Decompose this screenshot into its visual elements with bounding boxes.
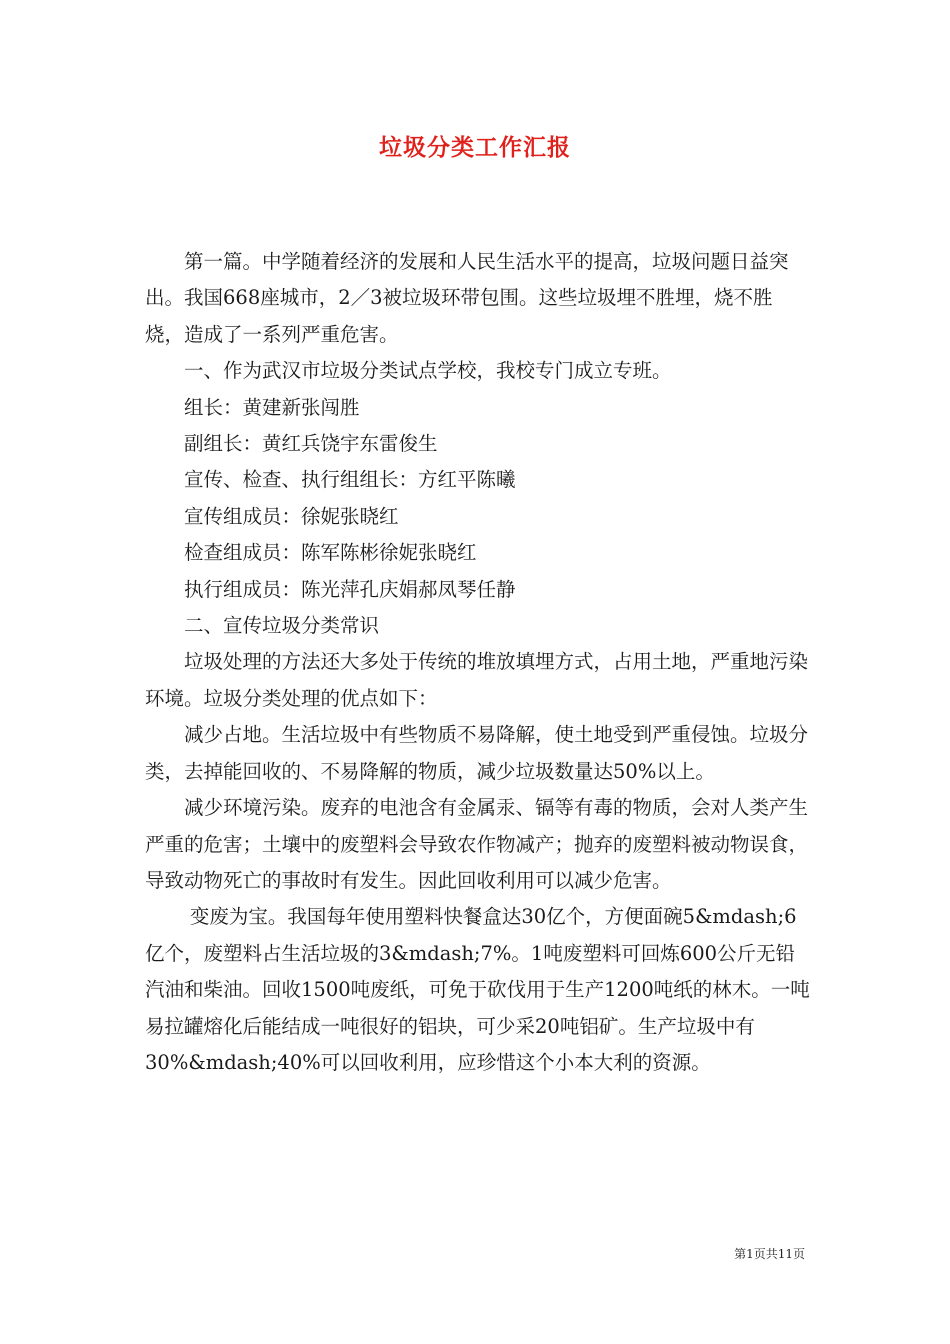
paragraph-reduce-pollution: 减少环境污染。废弃的电池含有金属汞、镉等有毒的物质，会对人类产生严重的危害；土壤中的废塑料会导致农作物减产；抛弃的废塑料被动物误食，导致动物死亡的事故时有发生。因此回收利用可以减少危害。	[145, 796, 809, 892]
paragraph-intro: 第一篇。中学随着经济的发展和人民生活水平的提高，垃圾问题日益突出。我国668座城市，2／3被垃圾环带包围。这些垃圾埋不胜埋，烧不胜烧，造成了一系列严重危害。	[145, 250, 789, 346]
paragraph-execution-members: 执行组成员：陈光萍孔庆娟郝凤琴任静	[184, 577, 516, 601]
paragraph-team-leader: 组长：黄建新张闯胜	[184, 395, 360, 419]
paragraph-publicity-members: 宣传组成员：徐妮张晓红	[184, 504, 399, 528]
document-title: 垃圾分类工作汇报	[379, 134, 571, 161]
document-body	[145, 244, 810, 1081]
paragraph-reduce-land: 减少占地。生活垃圾中有些物质不易降解，使土地受到严重侵蚀。垃圾分类，去掉能回收的、不易降解的物质，减少垃圾数量达50%以上。	[145, 723, 809, 783]
paragraph-group-leaders: 宣传、检查、执行组组长：方红平陈曦	[184, 468, 516, 492]
paragraph-waste-to-treasure: 变废为宝。我国每年使用塑料快餐盒达30亿个，方便面碗5&mdash;6亿个，废塑料占生活垃圾的3&mdash;7%。1吨废塑料可回炼600公斤无铅汽油和柴油。回收1500吨废纸，可免于砍伐用于生产1200吨纸的林木。一吨易拉罐熔化后能结成一吨很好的铝块，可少采20吨铝矿。生产垃圾中有30%&mdash;40%可以回收利用，应珍惜这个小本大利的资源。	[145, 905, 810, 1074]
paragraph-deputy-leader: 副组长：黄红兵饶宇东雷俊生	[184, 432, 438, 456]
paragraph-section-2: 二、宣传垃圾分类常识	[184, 614, 380, 638]
page-number: 第1页共11页	[734, 1247, 805, 1261]
paragraph-inspection-members: 检查组成员：陈军陈彬徐妮张晓红	[184, 541, 477, 565]
paragraph-methods: 垃圾处理的方法还大多处于传统的堆放填埋方式，占用土地，严重地污染环境。垃圾分类处理的优点如下：	[145, 650, 809, 710]
paragraph-section-1: 一、作为武汉市垃圾分类试点学校，我校专门成立专班。	[184, 359, 672, 383]
